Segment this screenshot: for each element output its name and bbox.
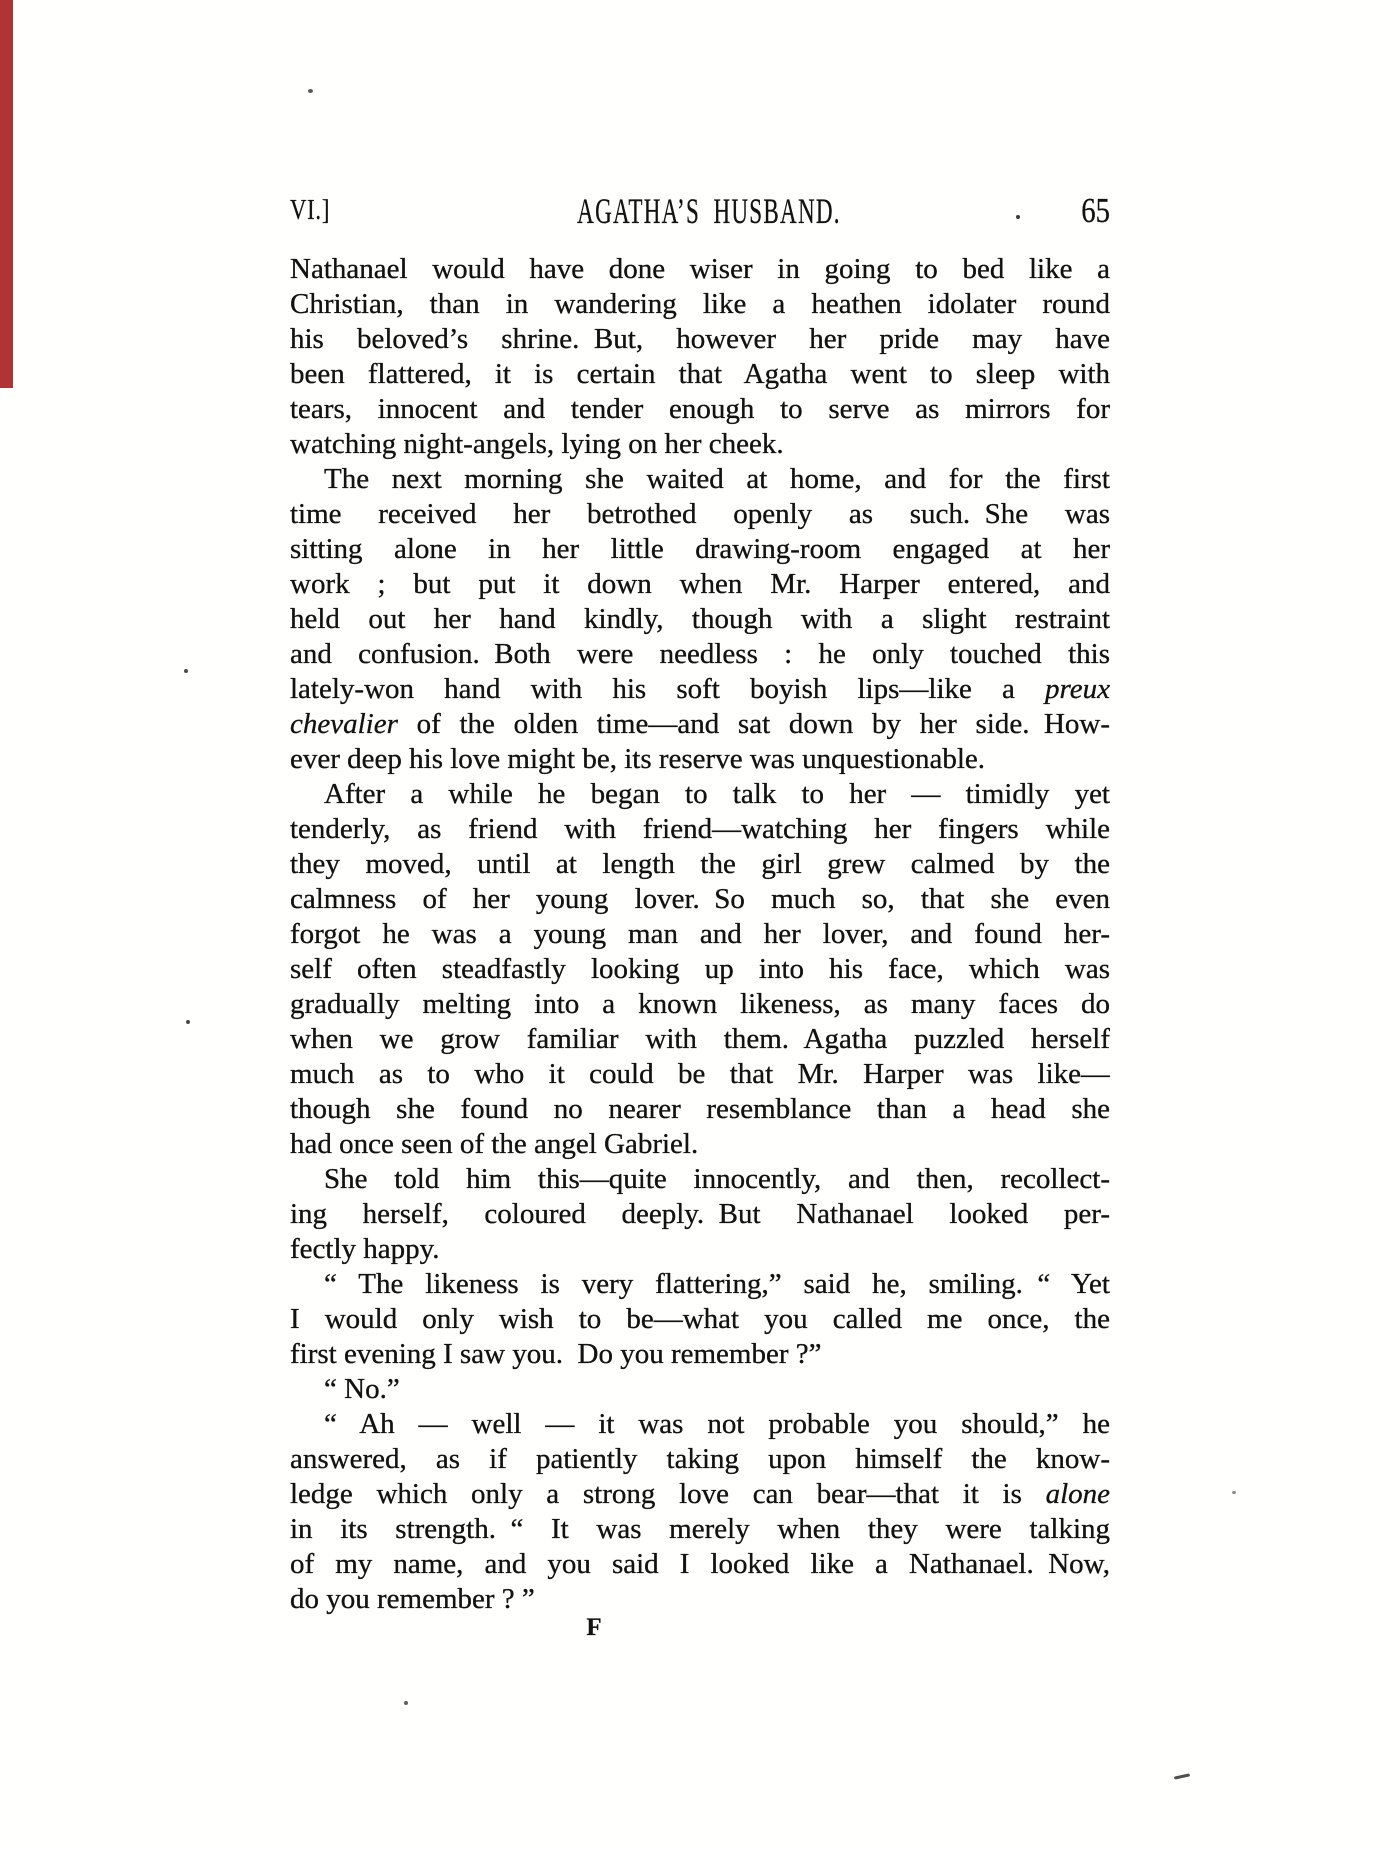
text-line bbox=[290, 322, 1110, 357]
text-segment: sitting alone in her little drawing-room engaged at her bbox=[290, 533, 1110, 565]
text-line bbox=[290, 1582, 1110, 1617]
text-line bbox=[290, 847, 1110, 882]
text-segment: first evening I saw you. Do you remember ?” bbox=[290, 1338, 822, 1370]
text-segment: After a while he began to talk to her — timidly yet bbox=[324, 778, 1110, 810]
italic-text: chevalier bbox=[290, 708, 398, 740]
text-line bbox=[290, 1302, 1110, 1337]
text-segment: “ Ah — well — it was not probable you should,” he bbox=[324, 1408, 1110, 1440]
scan-dash-mark bbox=[1174, 1773, 1190, 1779]
text-line bbox=[290, 602, 1110, 637]
text-line bbox=[290, 462, 1110, 497]
text-segment: self often steadfastly looking up into his face, which was bbox=[290, 953, 1110, 985]
text-segment: much as to who it could be that Mr. Harper was like— bbox=[290, 1058, 1110, 1090]
text-line bbox=[290, 497, 1110, 532]
text-line bbox=[290, 1092, 1110, 1127]
text-line bbox=[290, 1442, 1110, 1477]
text-line bbox=[290, 1547, 1110, 1582]
text-segment: work ; but put it down when Mr. Harper entered, and bbox=[290, 568, 1110, 600]
text-line bbox=[290, 252, 1110, 287]
text-line bbox=[290, 707, 1110, 742]
text-segment: tenderly, as friend with friend—watching her fingers while bbox=[290, 813, 1110, 845]
scan-red-strip bbox=[0, 0, 13, 388]
signature-mark: F bbox=[586, 1614, 602, 1641]
text-segment: fectly happy. bbox=[290, 1233, 440, 1265]
scan-speck bbox=[308, 89, 313, 93]
scan-speck bbox=[1016, 215, 1020, 219]
text-line bbox=[290, 532, 1110, 567]
text-column bbox=[290, 252, 1110, 1617]
text-line bbox=[290, 392, 1110, 427]
text-segment: been flattered, it is certain that Agatha went to sleep with bbox=[290, 358, 1110, 390]
text-line bbox=[290, 1057, 1110, 1092]
paragraph bbox=[290, 777, 1110, 1162]
text-line bbox=[290, 917, 1110, 952]
text-line bbox=[290, 1127, 1110, 1162]
text-line bbox=[290, 1407, 1110, 1442]
text-line bbox=[290, 427, 1110, 462]
text-line bbox=[290, 567, 1110, 602]
text-segment: time received her betrothed openly as such. She was bbox=[290, 498, 1110, 530]
text-segment: She told him this—quite innocently, and then, recollect- bbox=[324, 1163, 1110, 1195]
text-segment: do you remember ? ” bbox=[290, 1583, 535, 1615]
scan-speck bbox=[184, 669, 188, 673]
scan-speck bbox=[1232, 1491, 1236, 1494]
text-segment: ing herself, coloured deeply. But Nathanael looked per- bbox=[290, 1198, 1110, 1230]
text-segment: his beloved’s shrine. But, however her pride may have bbox=[290, 323, 1110, 355]
paragraph bbox=[290, 1267, 1110, 1372]
text-segment: calmness of her young lover. So much so, that she even bbox=[290, 883, 1110, 915]
text-segment: ledge which only a strong love can bear—that it is bbox=[290, 1478, 1046, 1510]
text-line bbox=[290, 777, 1110, 812]
italic-text: alone bbox=[1045, 1478, 1110, 1510]
text-segment: they moved, until at length the girl grew calmed by the bbox=[290, 848, 1110, 880]
text-segment: Christian, than in wandering like a heathen idolater round bbox=[290, 288, 1110, 320]
text-line bbox=[290, 672, 1110, 707]
text-line bbox=[290, 1512, 1110, 1547]
text-line bbox=[290, 1372, 1110, 1407]
text-line bbox=[290, 637, 1110, 672]
chapter-marker: VI.] bbox=[290, 194, 331, 226]
text-line bbox=[290, 882, 1110, 917]
text-line bbox=[290, 812, 1110, 847]
text-line bbox=[290, 357, 1110, 392]
paragraph bbox=[290, 1372, 1110, 1407]
text-line bbox=[290, 742, 1110, 777]
text-line bbox=[290, 952, 1110, 987]
text-segment: and confusion. Both were needless : he only touched this bbox=[290, 638, 1110, 670]
text-segment: ever deep his love might be, its reserve was unquestionable. bbox=[290, 743, 985, 775]
scan-speck bbox=[186, 1020, 190, 1024]
text-segment: watching night-angels, lying on her cheek. bbox=[290, 428, 784, 460]
text-segment: tears, innocent and tender enough to serve as mirrors for bbox=[290, 393, 1110, 425]
page-number: 65 bbox=[1081, 191, 1110, 230]
text-segment: lately-won hand with his soft boyish lips—like a bbox=[290, 673, 1046, 705]
text-line bbox=[290, 1162, 1110, 1197]
text-segment: “ No.” bbox=[324, 1373, 400, 1405]
text-segment: in its strength. “ It was merely when they were talking bbox=[290, 1513, 1110, 1545]
text-line bbox=[290, 987, 1110, 1022]
text-segment: though she found no nearer resemblance than a head she bbox=[290, 1093, 1110, 1125]
text-segment: I would only wish to be—what you called me once, the bbox=[290, 1303, 1110, 1335]
scan-speck bbox=[404, 1701, 408, 1705]
text-segment: held out her hand kindly, though with a slight restraint bbox=[290, 603, 1110, 635]
paragraph bbox=[290, 252, 1110, 462]
text-segment: when we grow familiar with them. Agatha puzzled herself bbox=[290, 1023, 1110, 1055]
text-segment: Nathanael would have done wiser in going to bed like a bbox=[290, 253, 1110, 285]
text-line bbox=[290, 287, 1110, 322]
text-line bbox=[290, 1197, 1110, 1232]
text-line bbox=[290, 1337, 1110, 1372]
text-segment: of my name, and you said I looked like a Nathanael. Now, bbox=[290, 1548, 1110, 1580]
italic-text: preux bbox=[1045, 673, 1110, 705]
text-line bbox=[290, 1267, 1110, 1302]
text-line bbox=[290, 1232, 1110, 1267]
paragraph bbox=[290, 1407, 1110, 1617]
text-segment: “ The likeness is very flattering,” said he, smiling. “ Yet bbox=[324, 1268, 1110, 1300]
running-title: AGATHA’S HUSBAND. bbox=[577, 191, 841, 231]
text-segment: forgot he was a young man and her lover, and found her- bbox=[290, 918, 1110, 950]
paragraph bbox=[290, 1162, 1110, 1267]
paragraph bbox=[290, 462, 1110, 777]
text-segment: had once seen of the angel Gabriel. bbox=[290, 1128, 699, 1160]
text-segment: of the olden time—and sat down by her side. How- bbox=[397, 708, 1110, 740]
page-header bbox=[290, 190, 1110, 234]
text-line bbox=[290, 1477, 1110, 1512]
text-segment: answered, as if patiently taking upon himself the know- bbox=[290, 1443, 1110, 1475]
text-segment: gradually melting into a known likeness, as many faces do bbox=[290, 988, 1110, 1020]
text-line bbox=[290, 1022, 1110, 1057]
text-segment: The next morning she waited at home, and for the first bbox=[324, 463, 1110, 495]
